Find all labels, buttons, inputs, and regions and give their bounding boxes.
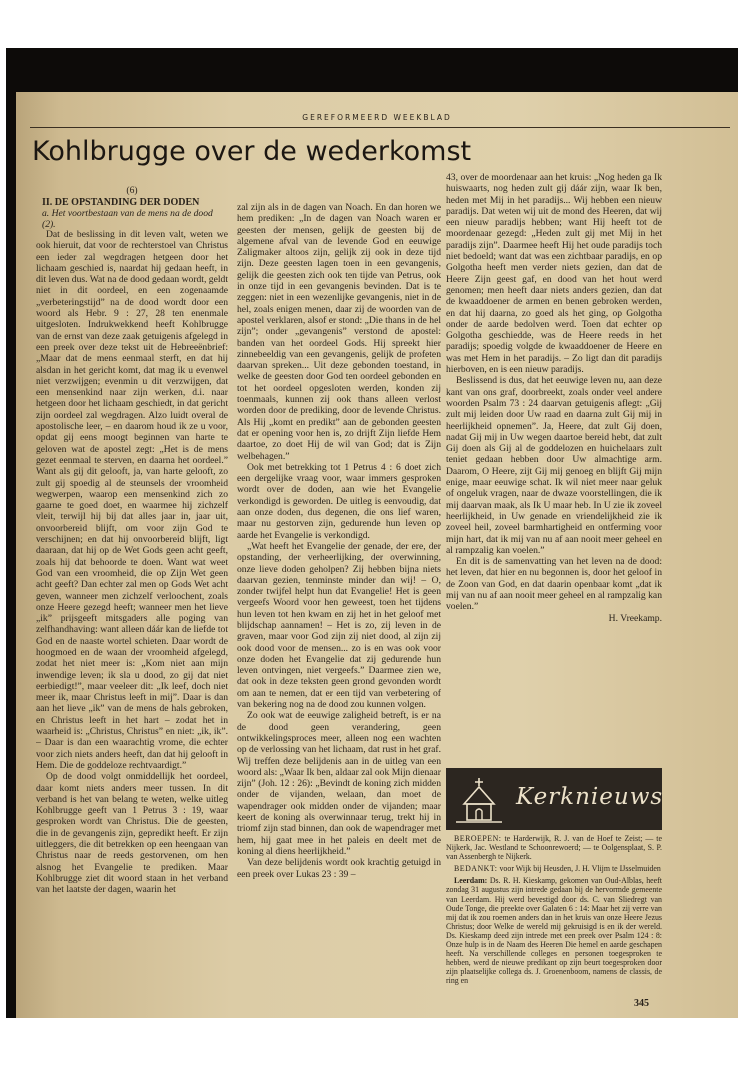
article-column-2 <box>237 202 441 998</box>
article-title: Kohlbrugge over de wederkomst <box>32 136 472 167</box>
running-header: GEREFORMEERD WEEKBLAD <box>302 113 452 122</box>
kerknieuws-banner <box>446 768 662 830</box>
paragraph: Zo ook wat de eeuwige zaligheid betreft, is er na de dood geen verandering, geen ontwikkelingsproces meer, alleen nog een wachten op de verlossing van het lichaam, dat rust in het graf. Wij treffen deze belijdenis aan in de uitleg van een woord als: „Waar Ik ben, aldaar zal ook Mijn dienaar zijn” (Joh. 12 : 26): „Bevindt de koning zich midden onder de vijanden, welaan, dan moet de wapendrager ook midden onder de vijanden; maar keert de koning als overwinnaar terug, trekt hij in triomf zijn stad binnen, dan ook de wapendrager met hem, hij gaat mee in het paleis en deelt met de koning al diens heerlijkheid.” <box>237 710 441 857</box>
paragraph: „Wat heeft het Evangelie der genade, der ere, der opstanding, der verheerlijking, der overwinning, onze lieve doden geholpen? Zij hebben bijna niets daarvan gezien, tenminste minder dan wij! – O, zonder twijfel helpt hun dat Evangelie! Het is geen vergeefs Woord voor hen geweest, toen het tijdens hun leven tot hen kwam en zij het in het geloof met blijdschap aannamen! – Het is zo, zij leven in de graven, maar voor God zijn zij niet dood, al zijn zij ook dood voor de mensen... zo is en was ook voor onze doden het Evangelie dat zij gedurende hun leven ontvingen, niet vergeefs.” Daarmee zien we, dat ook in deze teksten geen grond gevonden wordt om aan te nemen, dat er een tijd van verbetering of van bekering nog na de dood zou kunnen volgen. <box>237 540 441 711</box>
article-intro <box>36 185 228 230</box>
page-number: 345 <box>634 998 649 1009</box>
news-item <box>446 876 662 985</box>
section-heading: II. DE OPSTANDING DER DODEN <box>42 197 200 208</box>
paragraph: Beslissend is dus, dat het eeuwige leven nu, aan deze kant van ons graf, doorbreekt, zoals onder veel andere woorden Psalm 73 : 24 daarvan getuigenis aflegt: „Gij zult mij leiden door Uw raad en daarna zult Gij mij in heerlijkheid opnemen”. Ja, Heere, dat zult Gij doen, nadat Gij mij in Uw wegen daartoe bereid hebt, dat zult Gij doen als Gij al de goddelozen en huichelaars zult teniet gedaan hebben door Uw almachtige arm. Daarom, O Heere, zijt Gij mij genoeg en blijft Gij mijn enige, maar eeuwige schat. Ik wil niet meer naar geluk of ongeluk vragen, naar de dwaze voorstellingen, die ik mij daarvan maak, als Ik U maar heb. In U zie ik zoveel heerlijkheid, in Uw genade en vriendelijkheid zie ik zoveel heil, zoveel barmhartigheid en ontferming voor mijn hart, dat ik mij van nu af aan nooit meer geheel en al rampzalig kan voelen.” <box>446 375 662 556</box>
newspaper-page <box>16 92 738 1018</box>
subsection-heading: a. Het voortbestaan van de mens na de dood (2). <box>42 208 213 230</box>
paragraph: Dat de beslissing in dit leven valt, weten we ook hieruit, dat voor de rechterstoel van Christus een ieder zal wegdragen hetgeen door het lichaam geschied is, naardat hij gedaan heeft, in dit leven dus. Wat na de dood gedaan wordt, geldt niet in dit oordeel, en een zogenaamde „verbeteringstijd” na de dood wordt door een woord als Hebr. 9 : 27, 28 ten enenmale uitgesloten. Indrukwekkend heeft Kohlbrugge van de ernst van deze zaak getuigenis afgelegd in een preek over deze tekst uit de Hebreeënbrief: „Maar dat de mens eenmaal sterft, en dat hij alsdan in het gericht komt, dat mag ik u evenwel niet verzwijgen; evenmin u dit verzwijgen, dat een mensenkind naar zijn werken, d.i. naar hetgeen door het lichaam geschiedt, in dat gericht zijn oordeel zal wegdragen. Alzo luidt overal de apostolische leer, – en daarom houd ik ze u voor, opdat gij eens moogt beginnen van harte te geloven wat de apostel zegt: „Het is de mens gezet eenmaal te sterven, en daarna het oordeel.” Want als gij dit gelooft, ja, van harte gelooft, zo zult gij spoedig al de steunsels der vroomheid wegwerpen, waarop een mensenkind zich zo gaarne te goed doet, en waarmee hij zichzelf vleit, terwijl hij bij dat alles jaar in, jaar uit, onvoorbereid blijft, om voor zijn God te verschijnen; en dat hij onvoorbereid blijft, ligt daaraan, dat hij op de Wet Gods geen acht geeft, zoals hij dat behoorde te doen. Want wat weet God van een vroomheid, die op Zijn Wet geen acht geeft? Dan echter zal men op Gods Wet acht geven, wanneer men zichzelf verloochent, zoals onze Heere gezegd heeft; wanneer men het lieve „ik” prijsgeeft mitsgaders alle poging van zelfhandhaving: want alleen dáár kan de liefde tot God en de naaste wortel schieten. Daar wordt de hoogmoed en de waan der vroomheid afgelegd, zodat het niet meer is: „Kom niet aan mijn inwendige leven; ik sla u dood, zo gij dat niet eerbiedigt!”, maar veeleer dit: „Ik leef, doch niet meer ik, maar Christus leeft in mij”. Daar is dan aan het lieve „ik” van de mens de hals gebroken, en Christus leeft in het hart – zodat het in waarheid is: „Christus, Christus” en niet: „ik, ik”. – Daar is dan een waarachtig vrome, die echter voor zich niets anders heeft, dan dat hij gelooft in Hem. Die de goddeloze rechtvaardigt.” <box>36 229 228 771</box>
news-label: BEDANKT: <box>454 864 498 874</box>
news-label: BEROEPEN: <box>454 834 502 843</box>
news-items <box>446 834 662 992</box>
church-icon <box>454 774 504 824</box>
paragraph: En dit is de samenvatting van het leven na de dood: het leven, dat hier en nu begonnen is, door het geloof in de Zoon van God, en dat daarin openbaar komt „dat ik mij van nu af aan nooit meer geheel en al rampzalig kan voelen.” <box>446 556 662 613</box>
paragraph: Ook met betrekking tot 1 Petrus 4 : 6 doet zich een dergelijke vraag voor, waar immers gesproken wordt over de doden, aan wie het Evangelie verkondigd is geworden. De uitleg is eenvoudig, dat aan onze doden, dus degenen, die ons lief waren, maar nu gestorven zijn, gedurende hun leven op aarde het Evangelie is verkondigd. <box>237 461 441 541</box>
paragraph: zal zijn als in de dagen van Noach. En dan horen we hem prediken: „In de dagen van Noach waren er geesten der mensen, gelijk de geesten bij de algemene afval van de levende God en eeuwige Zaligmaker altoos zijn, gelijk zij ook in deze tijd zijn. Deze geesten lagen toen in een gevangenis, gelijk die geesten zich ook ten tijde van Petrus, ook in onze tijd in een gevangenis bevinden. Dat is te zeggen: niet in een wezenlijke gevangenis, niet in de hel, zoals enigen menen, daar zij de woorden van de apostel verklaren, alsof er stond: „Die thans in de hel zijn”; onder „gevangenis” verstond de apostel: banden van het oordeel Gods. Hij spreekt hier zinnebeeldig van een gevangenis, gelijk de profeten daarvan spreken... Uit deze gebonden toestand, in welke de geesten door God ten oordeel gebonden en tot het oordeel opgesloten werden, konden zij toenmaals, kunnen zij ook thans alleen verlost worden door de prediking, door de levende Christus. Als Hij „komt en predikt” aan de gebonden geesten dat er opening voor hen is, zo drijft Zijn liefde Hem daartoe, zo doet Hij de wil van God; dat is Zijn welbehagen.” <box>237 202 441 462</box>
paragraph: 43, over de moordenaar aan het kruis: „Nog heden ga Ik huiswaarts, nog heden zult gij dáár zijn, waar Ik ben, heden met Mij in het paradijs... Wij hebben een nieuw paradijs. Dat weten wij uit de mond des Heeren, dat wij een nieuw paradijs hebben; want Hij heeft tot de moordenaar gezegd: „Heden zult gij met Mij in het paradijs zijn”. Daarmee heeft Hij het oude paradijs toch niet bedoeld; want dat was een zichtbaar paradijs, en op Golgotha heeft men verder niets gezien, dan dat de Heere Zijn geest gaf, en dood van het hout werd genomen; men heeft daar niets anders gezien, dan dat de kwaaddoener de armen en benen gebroken werden, en dat hij daarna, zo goed als het ging, op Golgotha onder de aarde bedolven werd. Toen dat echter op Golgotha geschiedde, was de Heere reeds in het paradijs; spoedig volgde de kwaaddoener de Heere en was met Hem in het paradijs. – Zo ligt dan dit paradijs hierboven, en is een nieuw paradijs. <box>446 172 662 376</box>
news-item <box>446 834 662 861</box>
paragraph: Van deze belijdenis wordt ook krachtig getuigd in een preek over Lukas 23 : 39 – <box>237 857 441 880</box>
author-signature: H. Vreekamp. <box>608 612 662 624</box>
news-label: Leerdam: <box>454 876 488 886</box>
paragraph: Op de dood volgt onmiddellijk het oordeel, daar komt niets anders meer tussen. In dit verband is het van belang te weten, welke uitleg Kohlbrugge geeft van 1 Petrus 3 : 19, waar gesproken wordt van Christus. Die de geesten, die in de gevangenis zijn, gepredikt heeft. Er zijn uitleggers, die dit betrekken op een heengaan van Christus naar de reeds gestorvenen, om hen alsnog het Evangelie te prediken. Maar Kohlbrugge ziet dit woord staan in het verband van het laatste der dagen, waarin het <box>36 771 228 896</box>
header-rule <box>30 127 730 128</box>
scanned-page <box>6 48 738 1018</box>
banner-title: Kerknieuws <box>516 784 664 810</box>
news-text: Ds. R. H. Kieskamp, gekomen van Oud-Alblas, heeft zondag 31 augustus zijn intrede gedaan bij de hervormde gemeente van Leerdam. Hij werd bevestigd door ds. C. van Sliedregt van Oude Tonge, die preekte over Galaten 6 : 14: Maar het zij verre van mij dat ik zou roemen anders dan in het kruis van onze Heere Jezus Christus; door Welke de wereld mij gekruisigd is en ik der wereld. Ds. Kieskamp deed zijn intrede met een preek over Psalm 124 : 8: Onze hulp is in de Naam des Heeren Die hemel en aarde geschapen heeft. Na verschillende colleges en personen toegesproken te hebben, werd de nieuwe predikant op zijn beurt toegesproken door zijn plaatselijke collega ds. J. Groenenboom, namens de classis, de ring en <box>446 876 662 986</box>
article-column-1 <box>36 229 228 998</box>
news-text: te Harderwijk, R. J. van de Hoef te Zeist; — te Nijkerk, Jac. Westland te Schoonrewoerd; — te Oolgensplaat, S. P. van Assenbergh te Nijkerk. <box>446 834 662 862</box>
article-part: (6) <box>126 185 138 196</box>
article-column-3 <box>446 172 662 764</box>
news-item <box>446 864 662 873</box>
news-text: voor Wijk bij Heusden, J. H. Vlijm te IJsselmuiden <box>499 864 661 874</box>
